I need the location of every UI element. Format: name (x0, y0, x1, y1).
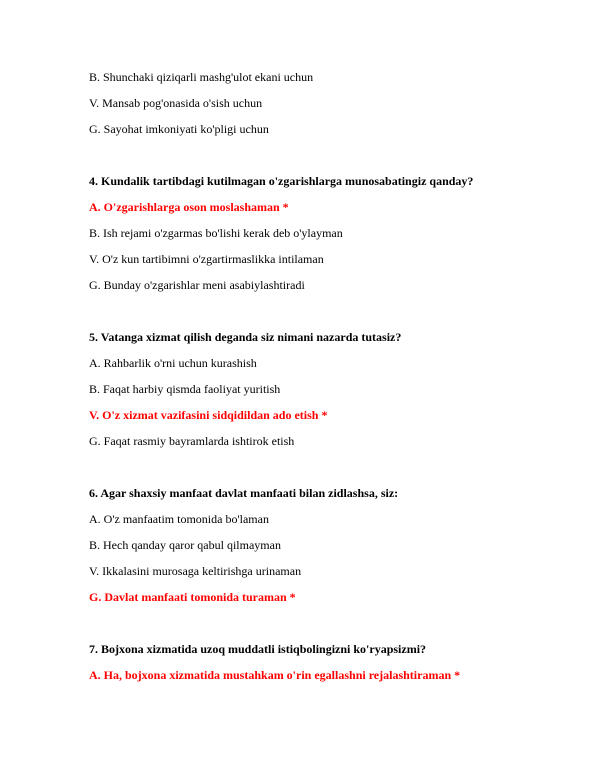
option-text: V. O'z kun tartibimni o'zgartirmaslikka intilaman (89, 252, 324, 266)
correct-option-text: V. O'z xizmat vazifasini sidqidildan ado etish * (89, 408, 328, 422)
option-text: G. Sayohat imkoniyati ko'pligi uchun (89, 122, 269, 136)
option-text: V. Mansab pog'onasida o'sish uchun (89, 96, 263, 110)
correct-option-text: G. Davlat manfaati tomonida turaman * (89, 590, 296, 604)
option-text: A. O'z manfaatim tomonida bo'laman (89, 512, 269, 526)
correct-option-text: A. O'zgarishlarga oson moslashaman * (89, 200, 289, 214)
correct-option-text: A. Ha, bojxona xizmatida mustahkam o'rin egallashni rejalashtiraman * (89, 668, 461, 682)
option-text: B. Ish rejami o'zgarmas bo'lishi kerak deb o'ylayman (89, 226, 343, 240)
option-text: B. Hech qanday qaror qabul qilmayman (89, 538, 281, 552)
option-text: G. Faqat rasmiy bayramlarda ishtirok etish (89, 434, 295, 448)
option-text: V. Ikkalasini murosaga keltirishga urinaman (89, 564, 302, 578)
question-heading: 5. Vatanga xizmat qilish deganda siz nimani nazarda tutasiz? (89, 330, 402, 344)
question-heading: 4. Kundalik tartibdagi kutilmagan o'zgarishlarga munosabatingiz qanday? (89, 174, 474, 188)
option-text: G. Bunday o'zgarishlar meni asabiylashtiradi (89, 278, 305, 292)
option-text: B. Shunchaki qiziqarli mashg'ulot ekani uchun (89, 70, 314, 84)
question-heading: 6. Agar shaxsiy manfaat davlat manfaati bilan zidlashsa, siz: (89, 486, 399, 500)
option-text: A. Rahbarlik o'rni uchun kurashish (89, 356, 257, 370)
question-heading: 7. Bojxona xizmatida uzoq muddatli istiqbolingizni ko'ryapsizmi? (89, 642, 427, 656)
option-text: B. Faqat harbiy qismda faoliyat yuritish (89, 382, 281, 396)
